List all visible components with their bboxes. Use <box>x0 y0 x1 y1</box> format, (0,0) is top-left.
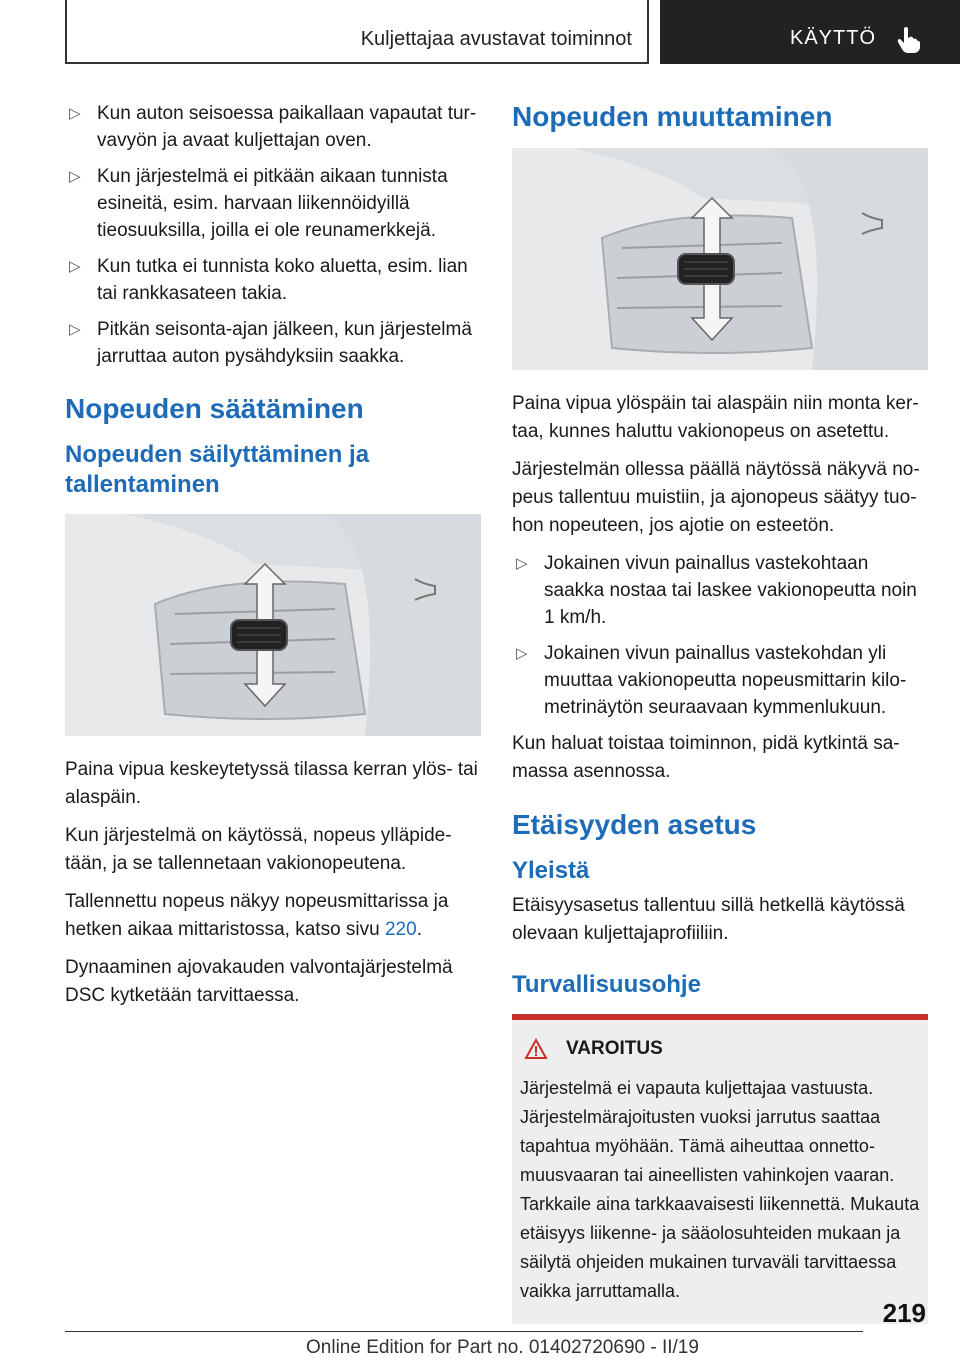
triangle-right-icon: ▷ <box>516 555 528 572</box>
paragraph: Kun haluat toistaa toiminnon, pidä kytkintä samassa asennossa. <box>512 733 900 782</box>
list-item-text: Kun tutka ei tunnista koko aluetta, esim. lian tai rankkasateen takia. <box>97 256 468 304</box>
section-heading: Nopeuden säätäminen <box>65 393 364 424</box>
list-item <box>65 253 481 307</box>
warning-box <box>512 1014 928 1324</box>
warning-triangle-icon <box>524 1038 548 1060</box>
warning-text: Järjestelmä ei vapauta kuljettajaa vastuusta. Järjestelmärajoitusten vuoksi jarrutus saattaa tapahtua myöhään. Tämä aiheuttaa onnettomuusvaaran tai aineellisten vahinkojen vaaran. Tarkkaile aina tarkkaavaisesti liikennettä. Mukauta etäisyys liikenne- ja sääolosuhteiden mukaan ja säilytä ohjeiden mukainen turvaväli tarvittaessa vaikka jarruttamalla. <box>520 1078 920 1301</box>
list-item-text: Kun järjestelmä ei pitkään aikaan tunnista esineitä, esim. harvaan liikennöidyillä tieosuuksilla, joilla ei ole reunamerkkejä. <box>97 166 448 241</box>
section-heading: Nopeuden muuttaminen <box>512 101 833 132</box>
paragraph <box>65 888 481 944</box>
page-number: 219 <box>882 1298 926 1328</box>
warning-title: VAROITUS <box>566 1038 663 1059</box>
triangle-right-icon: ▷ <box>516 645 528 662</box>
paragraph: Kun järjestelmä on käytössä, nopeus ylläpidetään, ja se tallennetaan vakionopeutena. <box>65 825 452 874</box>
paragraph-text: Tallennettu nopeus näkyy nopeusmittarissa ja hetken aikaa mittaristossa, katso sivu <box>65 891 449 940</box>
page-reference-link[interactable]: 220 <box>384 919 417 940</box>
left-column <box>65 100 481 1020</box>
list-item <box>65 100 481 154</box>
footer-divider <box>65 1331 863 1332</box>
paragraph: Etäisyysasetus tallentuu sillä hetkellä käytössä olevaan kuljettajaprofiiliin. <box>512 895 905 944</box>
list-item <box>512 550 928 631</box>
list-item-text: Pitkän seisonta-ajan jälkeen, kun järjestelmä jarruttaa auton pysähdyksiin saakka. <box>97 319 472 367</box>
paragraph-text: . <box>416 919 422 940</box>
section-heading: Etäisyyden asetus <box>512 809 757 840</box>
triangle-right-icon: ▷ <box>69 258 81 275</box>
triangle-right-icon: ▷ <box>69 321 81 338</box>
triangle-right-icon: ▷ <box>69 168 81 185</box>
right-column <box>512 100 928 1324</box>
list-item <box>512 640 928 721</box>
paragraph: Järjestelmän ollessa päällä näytössä näkyvä nopeus tallentuu muistiin, ja ajonopeus säätyy tuohon nopeuteen, jos ajotie on esteetön. <box>512 459 920 536</box>
steering-wheel-lever-figure <box>512 148 928 370</box>
subsection-heading: Nopeuden säilyttäminen ja tallentaminen <box>65 441 370 498</box>
hand-pointer-icon <box>893 24 923 54</box>
warning-header <box>520 1038 920 1060</box>
paragraph: Dynaaminen ajovakauden valvontajärjestelmä DSC kytketään tarvittaessa. <box>65 957 453 1006</box>
footer-edition: Online Edition for Part no. 01402720690 - II/19 <box>306 1337 699 1358</box>
list-item <box>65 163 481 244</box>
subsection-heading: Turvallisuusohje <box>512 971 701 998</box>
list-item-text: Jokainen vivun painallus vastekohdan yli muuttaa vakionopeutta nopeusmittarin kilometrinäytön seuraavaan kymmenlukuun. <box>544 643 907 718</box>
steering-wheel-lever-figure <box>65 514 481 736</box>
subsection-heading: Yleistä <box>512 857 590 884</box>
list-item-text: Kun auton seisoessa paikallaan vapautat turvavyön ja avaat kuljettajan oven. <box>97 103 477 151</box>
paragraph: Paina vipua ylöspäin tai alaspäin niin monta kertaa, kunnes haluttu vakionopeus on asetettu. <box>512 393 919 442</box>
list-item <box>65 316 481 370</box>
header-section-title: Kuljettajaa avustavat toiminnot <box>360 28 632 50</box>
triangle-right-icon: ▷ <box>69 105 81 122</box>
list-item-text: Jokainen vivun painallus vastekohtaan saakka nostaa tai laskee vakionopeutta noin 1 km/h. <box>544 553 917 628</box>
header-chapter-label: KÄYTTÖ <box>790 27 877 49</box>
paragraph: Paina vipua keskeytetyssä tilassa kerran ylös- tai alaspäin. <box>65 759 478 808</box>
